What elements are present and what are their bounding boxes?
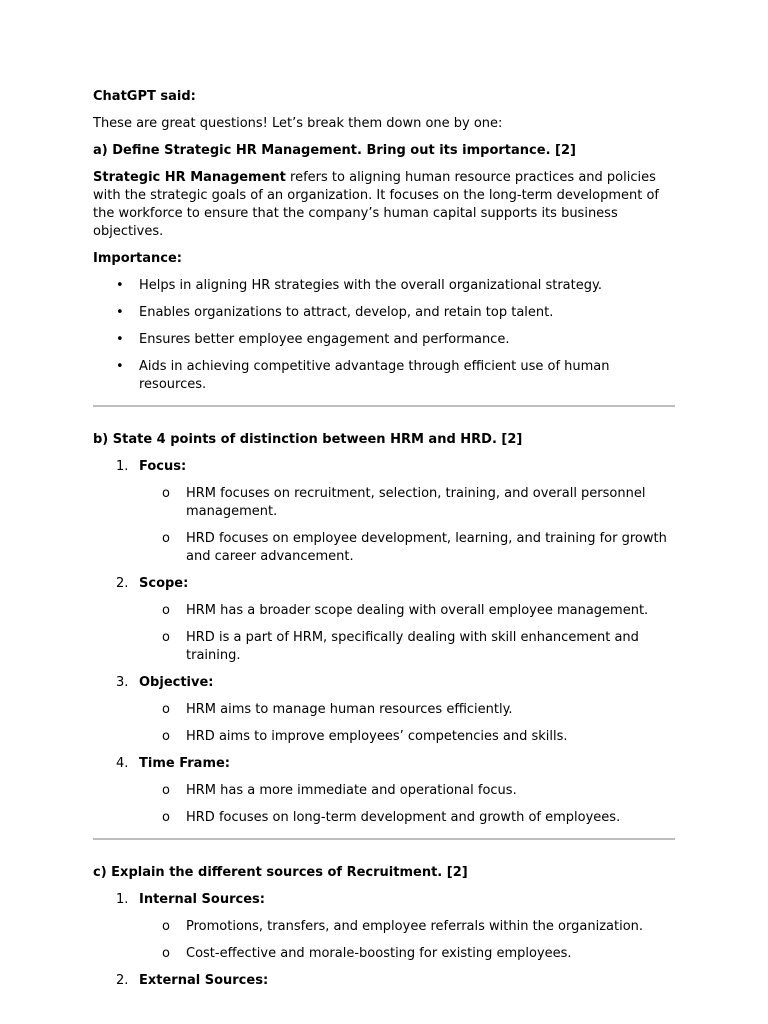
bullet-icon: •	[116, 305, 124, 320]
list-item-text: Aids in achieving competitive advantage through efficient use of human resources.	[139, 359, 610, 392]
item-number: 2.	[116, 576, 129, 591]
circle-bullet-icon: o	[162, 946, 170, 961]
item-number: 2.	[116, 973, 129, 988]
definition-text: refers to aligning human resource practices and policies with the strategic goals of an organization. It focuses on the long-term development of the workforce to ensure that the company’s human capital supports its business objectives.	[93, 170, 660, 239]
circle-bullet-icon: o	[162, 630, 170, 645]
circle-bullet-icon: o	[162, 783, 170, 798]
list-item-text: Ensures better employee engagement and performance.	[139, 332, 510, 347]
sub-item-text: HRD is a part of HRM, specifically dealing with skill enhancement and training.	[186, 630, 639, 663]
circle-bullet-icon: o	[162, 603, 170, 618]
sub-list	[93, 485, 675, 566]
item-label: Time Frame:	[139, 756, 231, 771]
sub-item-text: HRM aims to manage human resources efficiently.	[186, 702, 513, 717]
sub-item-text: HRD focuses on long-term development and growth of employees.	[186, 810, 621, 825]
sub-item-text: HRD aims to improve employees’ competencies and skills.	[186, 729, 568, 744]
chat-speaker-label: ChatGPT said:	[93, 89, 196, 104]
section-b-heading: b) State 4 points of distinction between HRM and HRD. [2]	[93, 432, 523, 447]
item-number: 4.	[116, 756, 129, 771]
section-a-heading: a) Define Strategic HR Management. Bring out its importance. [2]	[93, 143, 576, 158]
importance-list	[93, 277, 675, 394]
sub-list	[93, 782, 675, 827]
sub-list-item	[93, 945, 675, 963]
sub-list	[93, 701, 675, 746]
bullet-icon: •	[116, 278, 124, 293]
numbered-item	[93, 575, 675, 593]
section-divider	[93, 405, 675, 407]
list-item	[93, 358, 675, 394]
list-item-text: Helps in aligning HR strategies with the overall organizational strategy.	[139, 278, 602, 293]
sub-list	[93, 602, 675, 665]
sub-list-item	[93, 485, 675, 521]
sub-list-item	[93, 918, 675, 936]
intro-text: These are great questions! Let’s break them down one by one:	[93, 116, 503, 131]
section-divider	[93, 838, 675, 840]
item-label: Focus:	[139, 459, 187, 474]
definition-term: Strategic HR Management	[93, 170, 286, 185]
circle-bullet-icon: o	[162, 486, 170, 501]
item-label: Internal Sources:	[139, 892, 265, 907]
sub-item-text: HRD focuses on employee development, learning, and training for growth and career advancement.	[186, 531, 667, 564]
circle-bullet-icon: o	[162, 729, 170, 744]
sub-list-item	[93, 629, 675, 665]
sub-item-text: Cost-effective and morale-boosting for existing employees.	[186, 946, 572, 961]
circle-bullet-icon: o	[162, 919, 170, 934]
section-a-definition	[93, 169, 675, 241]
importance-label: Importance:	[93, 251, 182, 266]
sub-list-item	[93, 728, 675, 746]
section-c-heading: c) Explain the different sources of Recruitment. [2]	[93, 865, 468, 880]
sub-item-text: HRM has a broader scope dealing with overall employee management.	[186, 603, 649, 618]
list-item	[93, 331, 675, 349]
sub-item-text: HRM focuses on recruitment, selection, training, and overall personnel management.	[186, 486, 646, 519]
circle-bullet-icon: o	[162, 810, 170, 825]
sub-list-item	[93, 782, 675, 800]
numbered-item	[93, 755, 675, 773]
sub-list-item	[93, 530, 675, 566]
sub-item-text: HRM has a more immediate and operational focus.	[186, 783, 517, 798]
circle-bullet-icon: o	[162, 702, 170, 717]
item-number: 1.	[116, 459, 129, 474]
numbered-item	[93, 458, 675, 476]
circle-bullet-icon: o	[162, 531, 170, 546]
sub-list-item	[93, 701, 675, 719]
numbered-item	[93, 891, 675, 909]
bullet-icon: •	[116, 332, 124, 347]
numbered-item	[93, 972, 675, 990]
sub-list	[93, 918, 675, 963]
item-number: 1.	[116, 892, 129, 907]
document-page	[93, 88, 675, 999]
list-item-text: Enables organizations to attract, develop, and retain top talent.	[139, 305, 554, 320]
list-item	[93, 277, 675, 295]
bullet-icon: •	[116, 359, 124, 374]
item-label: Objective:	[139, 675, 214, 690]
sub-item-text: Promotions, transfers, and employee referrals within the organization.	[186, 919, 644, 934]
item-label: Scope:	[139, 576, 189, 591]
numbered-item	[93, 674, 675, 692]
sub-list-item	[93, 809, 675, 827]
sub-list-item	[93, 602, 675, 620]
item-number: 3.	[116, 675, 129, 690]
item-label: External Sources:	[139, 973, 269, 988]
list-item	[93, 304, 675, 322]
